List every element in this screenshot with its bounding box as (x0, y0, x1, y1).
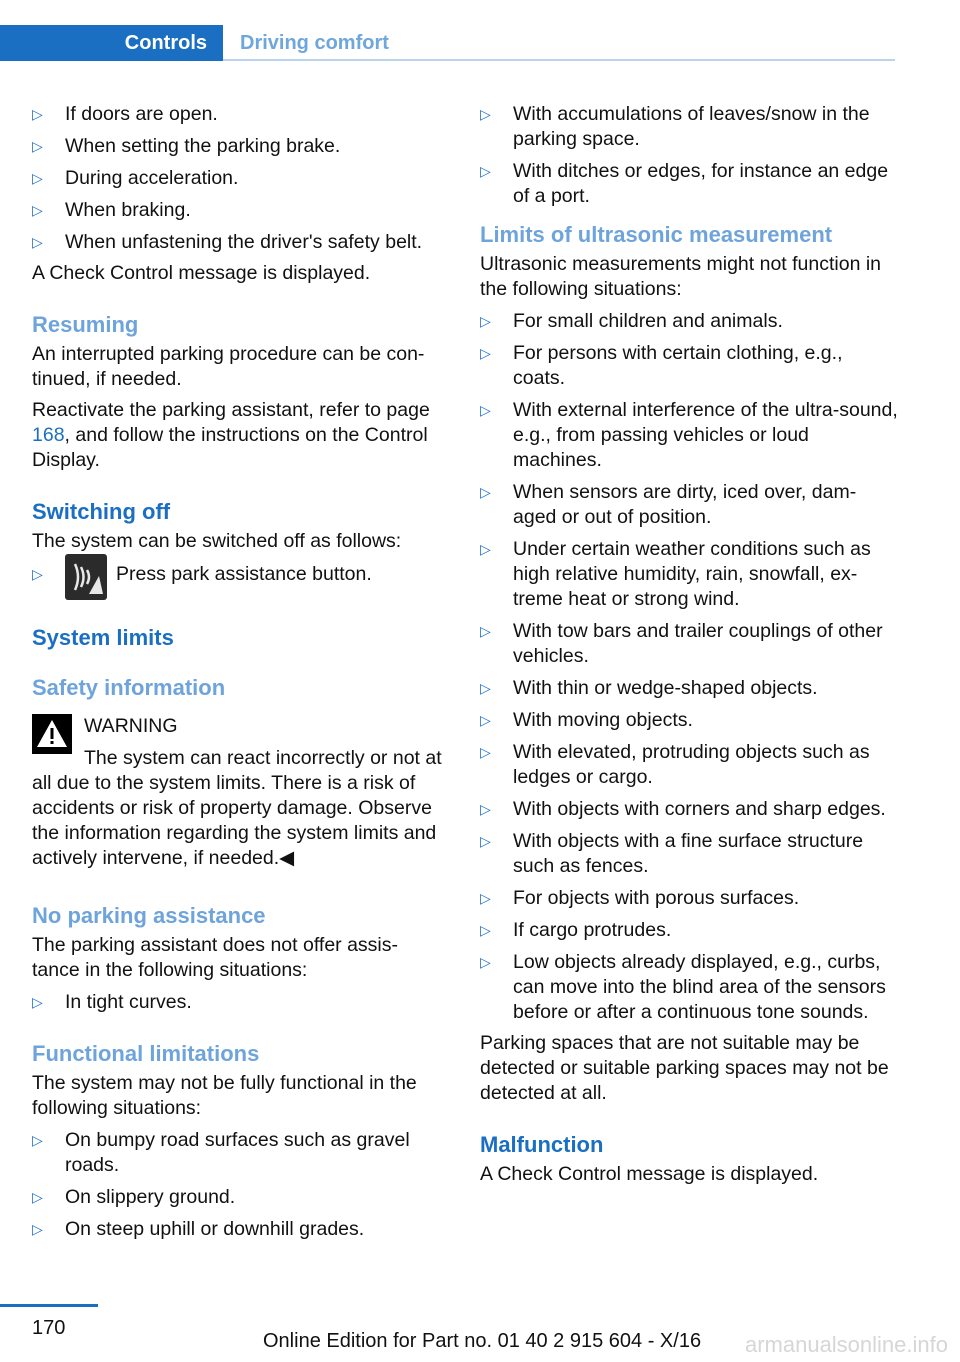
switching-off-heading: Switching off (32, 499, 171, 524)
malfunction-heading: Malfunction (480, 1132, 604, 1157)
warning-text: The system can react incorrectly or not at all due to the system limits. There is a risk of accidents or risk of property damage. Observe the information regarding the system limits and actively intervene, if needed.◀ (32, 747, 442, 869)
bullet-triangle-icon: ▷ (480, 402, 491, 418)
system-limits-heading: System limits (32, 625, 174, 650)
tab-driving-comfort[interactable]: Driving comfort (240, 32, 389, 54)
resuming-heading: Resuming (32, 312, 139, 337)
list-item: ▷ On steep uphill or downhill grades. (32, 1218, 365, 1240)
park-assistance-button-icon (65, 554, 107, 600)
list-item: ▷ With moving objects. (480, 709, 693, 731)
list-item: ▷ For persons with certain clothing, e.g., coats. (480, 342, 843, 389)
list-item: ▷ When braking. (32, 199, 191, 221)
bullet-triangle-icon: ▷ (32, 1189, 43, 1205)
bullet-triangle-icon: ▷ (480, 163, 491, 179)
bullet-triangle-icon: ▷ (480, 922, 491, 938)
obstruction-list (480, 102, 898, 209)
bullet-triangle-icon: ▷ (480, 744, 491, 760)
list-item: ▷ With objects with corners and sharp edges. (480, 798, 886, 820)
list-item: ▷ Low objects already displayed, e.g., curbs, can move into the blind area of the sensors before or after a continuous tone sounds. (480, 951, 886, 1023)
list-item: ▷ If doors are open. (32, 103, 218, 125)
bullet-triangle-icon: ▷ (480, 345, 491, 361)
list-item: ▷ If cargo protrudes. (480, 919, 672, 941)
bullet-triangle-icon: ▷ (480, 712, 491, 728)
header-rule (223, 59, 895, 61)
check-control-text: A Check Control message is displayed. (32, 262, 371, 284)
bullet-triangle-icon: ▷ (480, 833, 491, 849)
page-link[interactable]: 168 (32, 424, 65, 446)
safety-information-heading: Safety information (32, 675, 226, 700)
functional-limitations-paragraph: The system may not be fully functional in the following situations: (32, 1072, 417, 1119)
ultrasonic-limits-heading: Limits of ultrasonic measurement (480, 222, 833, 247)
ultrasonic-limits-paragraph: Ultrasonic measurements might not function in the following situations: (480, 253, 882, 300)
ultrasonic-list (480, 309, 898, 1025)
bullet-triangle-icon: ▷ (480, 541, 491, 557)
bullet-triangle-icon: ▷ (480, 313, 491, 329)
no-parking-assistance-heading: No parking assistance (32, 903, 266, 928)
resuming-paragraph: An interrupted parking procedure can be con‐tinued, if needed. (32, 343, 425, 390)
left-column (32, 102, 444, 1242)
list-item: ▷ When setting the parking brake. (32, 135, 341, 157)
tab-controls[interactable]: Controls (0, 25, 223, 61)
door-conditions-list (32, 102, 444, 255)
no-assist-list (32, 990, 444, 1015)
switching-off-paragraph: The system can be switched off as follows: (32, 530, 402, 552)
bullet-triangle-icon: ▷ (32, 170, 43, 186)
bullet-triangle-icon: ▷ (32, 566, 43, 582)
warning-block (32, 714, 444, 871)
bullet-triangle-icon: ▷ (32, 1221, 43, 1237)
list-item: ▷ In tight curves. (32, 991, 192, 1013)
list-item: ▷ With accumulations of leaves/snow in the parking space. (480, 103, 870, 150)
parking-spaces-paragraph: Parking spaces that are not suitable may be detected or suitable parking spaces may not be detected at all. (480, 1032, 889, 1104)
bullet-triangle-icon: ▷ (32, 202, 43, 218)
bullet-triangle-icon: ▷ (32, 138, 43, 154)
list-item: ▷ When unfastening the driver's safety belt. (32, 231, 423, 253)
list-item: ▷ With ditches or edges, for instance an edge of a port. (480, 160, 889, 207)
list-item: ▷ On bumpy road surfaces such as gravel roads. (32, 1129, 410, 1176)
list-item: ▷ With tow bars and trailer couplings of other vehicles. (480, 620, 883, 667)
bullet-triangle-icon: ▷ (480, 680, 491, 696)
bullet-triangle-icon: ▷ (32, 994, 43, 1010)
list-item: ▷ For objects with porous surfaces. (480, 887, 800, 909)
list-item: ▷ When sensors are dirty, iced over, dam‐aged or out of position. (480, 481, 857, 528)
functional-limitations-heading: Functional limitations (32, 1041, 260, 1066)
list-item: ▷ With elevated, protruding objects such as ledges or cargo. (480, 741, 870, 788)
list-item: ▷ Under certain weather conditions such as high relative humidity, rain, snowfall, ex‐treme heat or strong wind. (480, 538, 871, 610)
list-item: ▷ With objects with a fine surface structure such as fences. (480, 830, 864, 877)
list-item: ▷ For small children and animals. (480, 310, 783, 332)
warning-triangle-icon (32, 714, 72, 754)
footer-rule (0, 1304, 98, 1307)
list-item: ▷ With external interference of the ultra‐sound, e.g., from passing vehicles or loud machines. (480, 399, 898, 471)
malfunction-paragraph: A Check Control message is displayed. (480, 1163, 819, 1185)
bullet-triangle-icon: ▷ (32, 106, 43, 122)
functional-list (32, 1128, 444, 1242)
no-parking-assistance-paragraph: The parking assistant does not offer assis‐tance in the following situations: (32, 934, 398, 981)
bullet-triangle-icon: ▷ (480, 801, 491, 817)
list-item: ▷ On slippery ground. (32, 1186, 236, 1208)
bullet-triangle-icon: ▷ (32, 1132, 43, 1148)
page-number: 170 (32, 1317, 66, 1339)
chapter-header (0, 25, 895, 61)
edition-text: Online Edition for Part no. 01 40 2 915 604 - X/16 (263, 1330, 702, 1352)
list-item: ▷ During acceleration. (32, 167, 239, 189)
resuming-reference: Reactivate the parking assistant, refer to page 168, and follow the instructions on the Control Display. (32, 399, 430, 471)
bullet-triangle-icon: ▷ (480, 484, 491, 500)
list-item: ▷ With thin or wedge-shaped objects. (480, 677, 818, 699)
bullet-triangle-icon: ▷ (480, 623, 491, 639)
warning-label: WARNING (84, 715, 178, 737)
bullet-triangle-icon: ▷ (480, 890, 491, 906)
bullet-triangle-icon: ▷ (480, 954, 491, 970)
watermark: armanualsonline.info (744, 1332, 948, 1357)
bullet-triangle-icon: ▷ (480, 106, 491, 122)
right-column (480, 102, 898, 1187)
list-item: ▷ Press park assistance button. (32, 562, 444, 608)
bullet-triangle-icon: ▷ (32, 234, 43, 250)
